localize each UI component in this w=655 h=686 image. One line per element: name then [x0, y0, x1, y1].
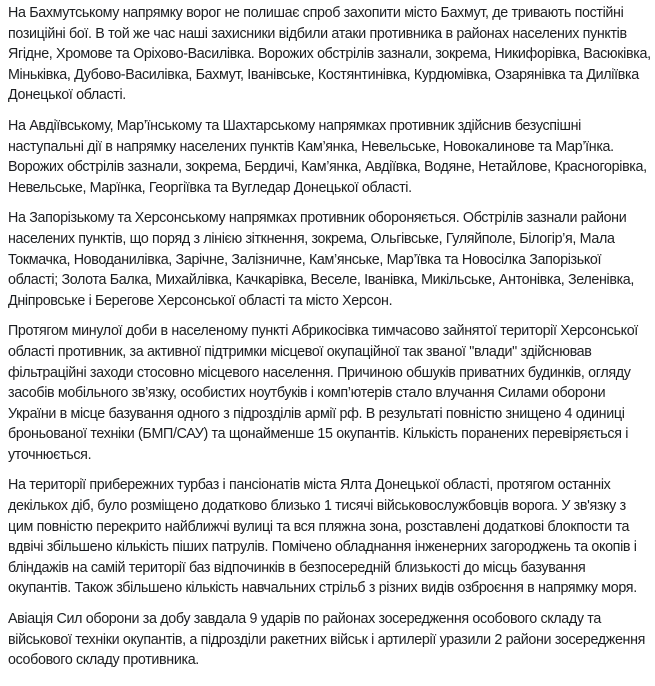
paragraph-avdiivka: На Авдіївському, Мар’їнському та Шахтарському напрямках противник здійснив безуспішні наступальні дії в напрямку населених пунктів Кам’янка, Невельське, Новокалинове та Мар’їнка. Ворожих обстрілів зазнали, зокрема, Бердичі, Кам’янка, Авдіївка, Водяне, Нетайлове, Красногорівка, Невельське, Марїнка, Георгіївка та Вугледар Донецької області. [8, 117, 647, 196]
paragraph-yalta: На території прибережних турбаз і пансіонатів міста Ялта Донецької області, протягом останніх декількох діб, було розміщено додатково близько 1 тисячі військовослужбовців ворога. У зв'язку з цим повністю перекрито найближчі вулиці та вся пляжна зона, розставлені додаткові блокпости та вдвічі збільшено кількість піших патрулів. Помічено обладнання інженерних загороджень та окопів і бліндажів на самій території баз відпочинків в безпосередній близькості до місць базування окупантів. Також збільшено кількість навчальних стрільб з різних видів озброєння в напрямку моря. [8, 477, 637, 597]
paragraph-aviation: Авіація Сил оборони за добу завдала 9 ударів по районах зосередження особового складу та військової техніки окупантів, а підрозділи ракетних військ і артилерії уразили 2 райони зосередження особового складу противника. [8, 611, 646, 669]
paragraph-bakhmut: На Бахмутському напрямку ворог не полишає спроб захопити місто Бахмут, де тривають постійні позиційні бої. В той же час наші захисники відбили атаки противника в районах населених пунктів Ягідне, Хромове та Оріхово-Василівка. Ворожих обстрілів зазнали, зокрема, Никифорівка, Васюківка, Міньківка, Дубово-Василівка, Бахмут, Іванівське, Костянтинівка, Курдюмівка, Озарянівка та Диліївка Донецької області. [8, 5, 651, 104]
paragraph-abrykosivka: Протягом минулої доби в населеному пункті Абрикосівка тимчасово зайнятої території Херсонської області противник, за активної підтримки місцевої окупаційної так званої "влади" здійснював фільтраційні заходи стосовно місцевого населення. Причиною обшуків приватних будинків, огляду засобів мобільного зв’язку, особистих ноутбуків і комп’ютерів стало влучання Силами оборони України в місце базування одного з підрозділів армії рф. В результаті повністю знищено 4 одиниці броньованої техніки (БМП/САУ) та щонайменше 15 окупантів. Кількість поранених перевіряється і уточнюється. [8, 323, 638, 463]
paragraph-zaporizhzhia-kherson: На Запорізькому та Херсонському напрямках противник обороняється. Обстрілів зазнали райони населених пунктів, що поряд з лінією зіткнення, зокрема, Ольгівське, Гуляйполе, Білогір’я, Мала Токмачка, Новоданилівка, Зарічне, Залізничне, Кам’янське, Мар’ївка та Новосілка Запорізької області; Золота Балка, Михайлівка, Качкарівка, Веселе, Іванівка, Микільське, Антонівка, Зеленівка, Дніпровське і Берегове Херсонської області та місто Херсон. [8, 210, 635, 309]
